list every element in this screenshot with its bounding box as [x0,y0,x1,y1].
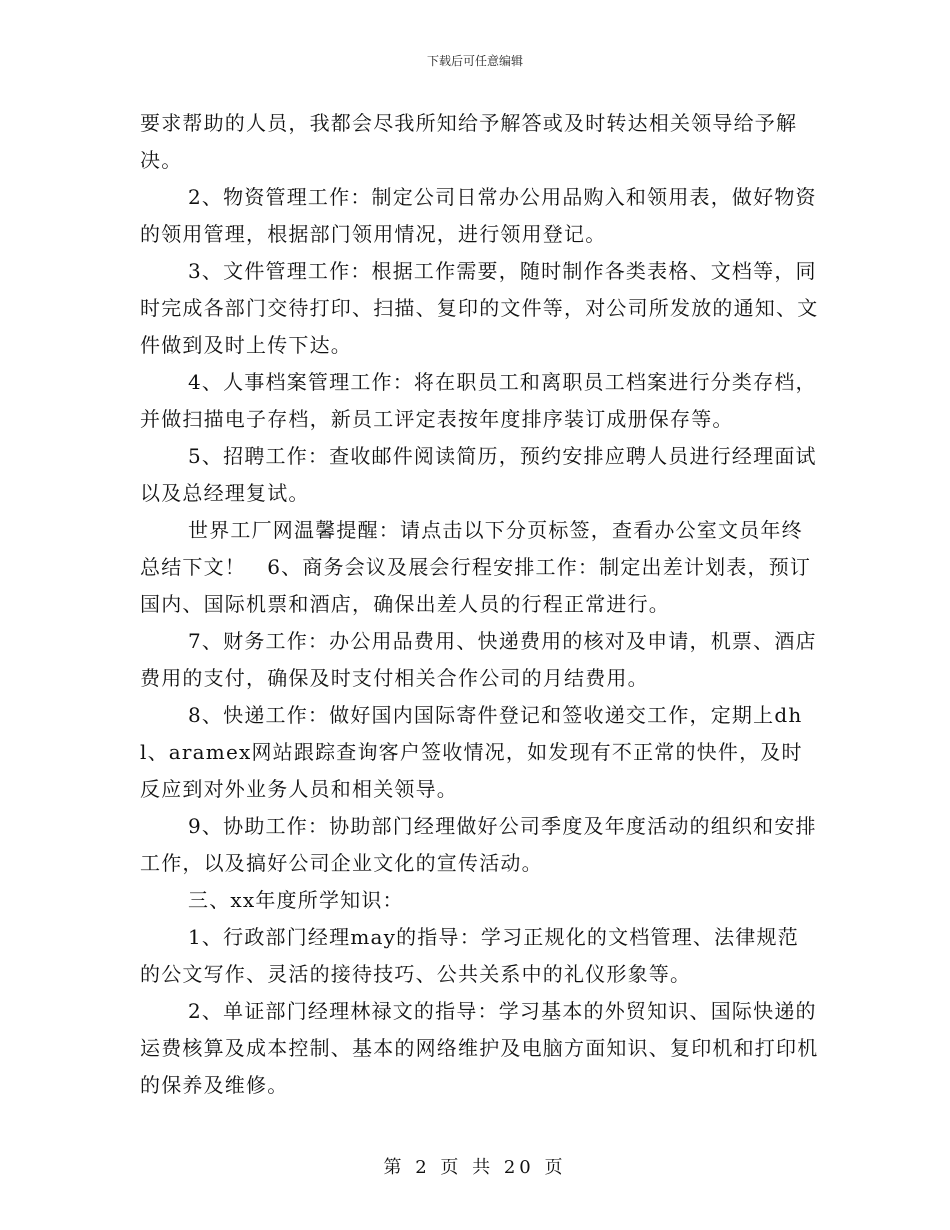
section-heading: 三、xx年度所学知识： [188,888,404,912]
document-body [140,105,820,1104]
page-number-footer: 第 2 页 共 20 页 [383,1157,567,1178]
paragraph-7: 7、财务工作：办公用品费用、快递费用的核对及申请，机票、酒店费用的支付，确保及时支付相关合作公司的月结费用。 [140,629,817,690]
paragraph-11: 2、单证部门经理林禄文的指导：学习基本的外贸知识、国际快递的运费核算及成本控制、基本的网络维护及电脑方面知识、复印机和打印机的保养及维修。 [140,999,819,1097]
paragraph-9: 9、协助工作：协助部门经理做好公司季度及年度活动的组织和安排工作，以及搞好公司企业文化的宣传活动。 [140,814,817,875]
paragraph-5: 5、招聘工作：查收邮件阅读简历，预约安排应聘人员进行经理面试以及总经理复试。 [140,444,817,505]
paragraph-3: 3、文件管理工作：根据工作需要，随时制作各类表格、文档等，同时完成各部门交待打印、扫描、复印的文件等，对公司所发放的通知、文件做到及时上传下达。 [140,259,819,357]
paragraph-2: 2、物资管理工作：制定公司日常办公用品购入和领用表，做好物资的领用管理，根据部门领用情况，进行领用登记。 [140,185,817,246]
paragraph-10: 1、行政部门经理may的指导：学习正规化的文档管理、法律规范的公文写作、灵活的接待技巧、公共关系中的礼仪形象等。 [140,925,799,986]
page-header-note: 下载后可任意编辑 [426,54,523,68]
paragraph-8: 8、快递工作：做好国内国际寄件登记和签收递交工作，定期上dhl、aramex网站跟踪查询客户签收情况，如发现有不正常的快件，及时反应到对外业务人员和相关领导。 [140,703,803,801]
paragraph-6: 世界工厂网温馨提醒：请点击以下分页标签，查看办公室文员年终总结下文！ 6、商务会议及展会行程安排工作：制定出差计划表，预订国内、国际机票和酒店，确保出差人员的行程正常进行。 [140,518,812,616]
paragraph-1: 要求帮助的人员，我都会尽我所知给予解答或及时转达相关领导给予解决。 [140,111,798,172]
paragraph-4: 4、人事档案管理工作：将在职员工和离职员工档案进行分类存档，并做扫描电子存档，新员工评定表按年度排序装订成册保存等。 [140,370,817,431]
